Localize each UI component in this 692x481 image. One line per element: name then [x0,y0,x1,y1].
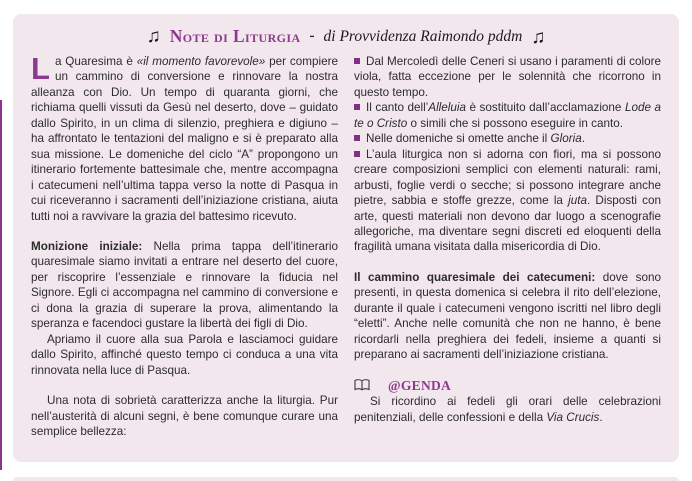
bullet-item [354,131,661,146]
bullet-square-icon [354,104,360,110]
panel-byline: di Provvidenza Raimondo pddm [323,27,523,45]
catechumens-paragraph: Il cammino quaresimale dei catecumeni: dove sono presenti, in questa domenica si celebra il rito dell’elezione, durante il quale i catecumeni vengono iscritti nel libro degli “eletti”. Anche nelle comunità che non ne hanno, è bene ricordarli nella preghiera dei fedeli, insieme a quanti si preparano ai sacramenti dell’iniziazione cristiana. [354,270,661,362]
bullet-text: Nelle domeniche si omette anche il Gloria. [366,132,585,146]
drop-cap: L [31,51,50,86]
bullet-item [354,100,661,131]
bullet-text: L’aula liturgica non si adorna con fiori, ma si possono creare composizioni semplici con elementi naturali: rami, arbusti, foglie verdi o secche; si possono integrare anche pietre, sabbia e stoffe grezze, come la juta. Disposti con arte, questi materiali non devono dar luogo a scenografie allegoriche, ma diventare segni discreti ed eloquenti della fragilità umana visitata dalla misericordia di Dio. [354,147,662,254]
title-separator: - [309,28,315,44]
left-column [31,51,338,439]
bullet-item [354,54,661,100]
agenda-text: Si ricordino ai fedeli gli orari delle celebrazioni penitenziali, delle confessioni e della Via Crucis. [354,395,661,424]
bullet-text: Dal Mercoledì delle Ceneri si usano i paramenti di colore viola, fatta eccezione per le solennità che ricorrono in questo tempo. [354,55,661,99]
paragraph-sobrieta: Una nota di sobrietà caratterizza anche la liturgia. Pur nell’austerità di alcuni segni, è bene comunque curare una semplice bellezza: [31,394,338,438]
next-panel-edge [13,477,679,481]
right-column [354,54,661,439]
bullet-square-icon [354,151,360,157]
agenda-section-header [354,378,661,393]
bullet-text: Il canto dell’Alleluia è sostituito dall’acclamazione Lode a te o Cristo o simili che si possono eseguire in canto. [354,101,661,130]
liturgy-notes-panel [13,14,679,462]
paragraph-monizione: Monizione iniziale: Nella prima tappa dell’itinerario quaresimale siamo invitati a entrare nel deserto del cuore, per riscoprire l’essenziale e rinnovare la fiducia nel Signore. Egli ci accompagna nel cammino di conversione e ci dona la grazia di superare la prova, alimentando la speranza e facendoci gustare la libertà dei figli di Dio. [31,239,338,331]
panel-header [31,26,661,47]
left-edge-decoration [0,100,2,470]
paragraph-apriamo: Apriamo il cuore alla sua Parola e lasciamoci guidare dallo Spirito, affinché questo tempo ci conduca a una vita rinnovata nella luce di Pasqua. [31,332,338,377]
paragraph-quaresima [31,51,338,224]
bullet-item [354,147,661,255]
music-note-icon-left: ♫ [146,26,161,47]
paragraph-text: a Quaresima è «il momento favorevole» per compiere un cammino di conversione e rinnovare la nostra alleanza con Dio. Un tempo di quaranta giorni, che richiama quelli vissuti da Gesù nel deserto, dove – guidato dallo Spirito, in un clima di silenzio, preghiera e digiuno – ha affrontato le tentazioni del maligno e si è preparato alla sua missione. Le domeniche del ciclo “A” propongono un itinerario fortemente battesimale che, mentre accompagna i catecumeni nell’ultima tappa verso la notte di Pasqua in cui riceveranno i sacramenti dell’iniziazione cristiana, aiuta tutti noi a ravvivare la grazia del battesimo ricevuto. [31,55,338,223]
two-column-body [31,51,662,439]
agenda-title: @GENDA [388,377,452,393]
bullet-square-icon [354,135,360,141]
panel-title: Note di Liturgia [169,26,301,46]
music-note-icon-right: ♫ [531,27,546,48]
open-book-icon [354,379,370,391]
bullet-square-icon [354,58,360,64]
